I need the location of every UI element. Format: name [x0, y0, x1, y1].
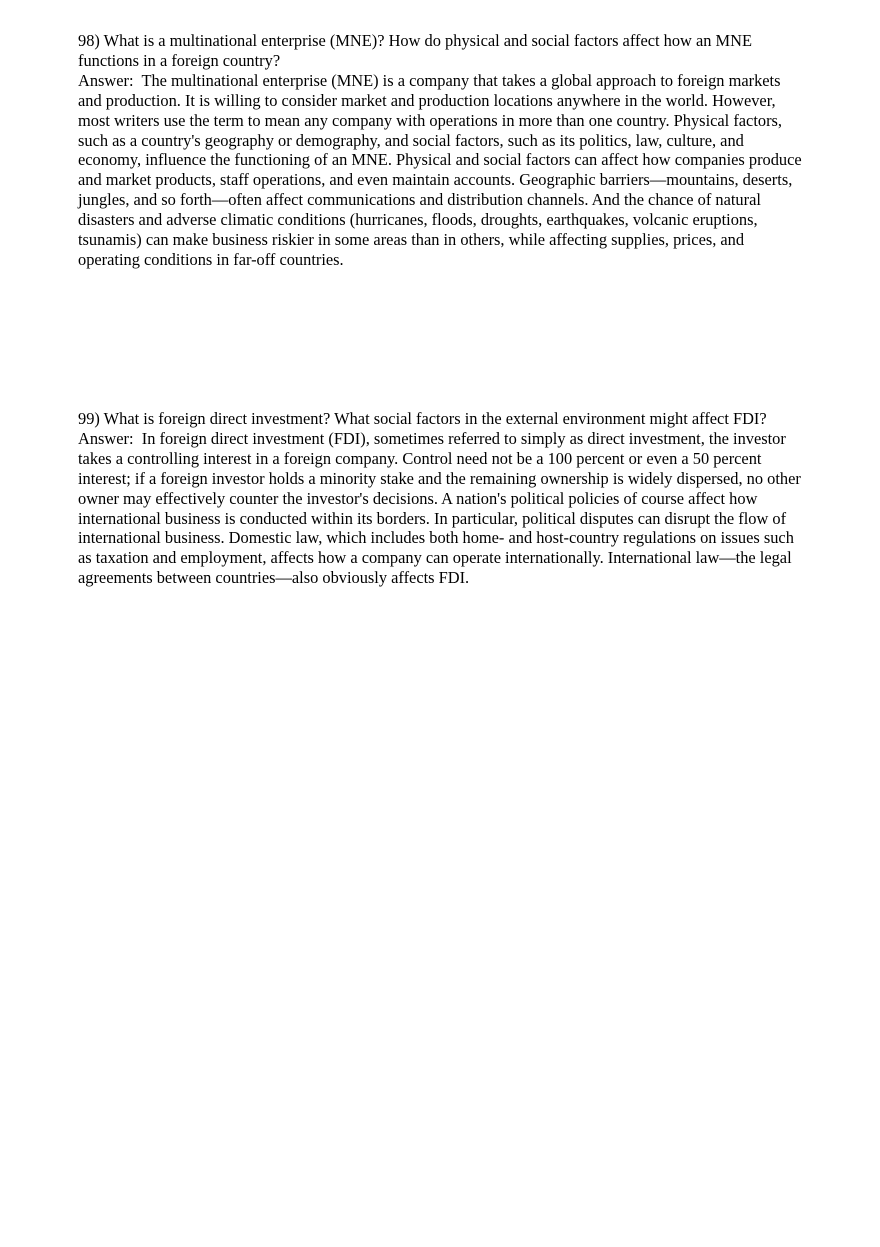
question-number: 99): [78, 409, 100, 428]
answer-label: Answer:: [78, 428, 134, 448]
question-number: 98): [78, 31, 100, 50]
question-block-98: [78, 31, 806, 270]
answer-text: [78, 429, 806, 588]
answer-label: Answer:: [78, 70, 134, 90]
answer-body: In foreign direct investment (FDI), sometimes referred to simply as direct investment, the investor takes a controlling interest in a foreign company. Control need not be a 100 percent or even a 50 percent interest; if a foreign investor holds a minority stake and the remaining ownership is widely dispersed, no other owner may effectively counter the investor's decisions. A nation's political policies of course affect how international business is conducted within its borders. In particular, political disputes can disrupt the flow of international business. Domestic law, which includes both home- and host-country regulations on issues such as taxation and employment, affects how a company can operate internationally. International law—the legal agreements between countries—also obviously affects FDI.: [78, 428, 801, 588]
question-body: What is foreign direct investment? What social factors in the external environment might affect FDI?: [103, 409, 767, 428]
question-text: [78, 31, 806, 71]
question-block-99: [78, 409, 806, 588]
answer-body: The multinational enterprise (MNE) is a company that takes a global approach to foreign markets and production. It is willing to consider market and production locations anywhere in the world. However, most writers use the term to mean any company with operations in more than one country. Physical factors, such as a country's geography or demography, and social factors, such as its politics, law, culture, and economy, influence the functioning of an MNE. Physical and social factors can affect how companies produce and market products, staff operations, and even maintain accounts. Geographic barriers—mountains, deserts, jungles, and so forth—often affect communications and distribution channels. And the chance of natural disasters and adverse climatic conditions (hurricanes, floods, droughts, earthquakes, volcanic eruptions, tsunamis) can make business riskier in some areas than in others, while affecting supplies, prices, and operating conditions in far-off countries.: [78, 70, 802, 269]
answer-text: [78, 71, 806, 270]
question-text: [78, 409, 806, 429]
question-body: What is a multinational enterprise (MNE)? How do physical and social factors affect how an MNE functions in a foreign country?: [78, 31, 752, 70]
